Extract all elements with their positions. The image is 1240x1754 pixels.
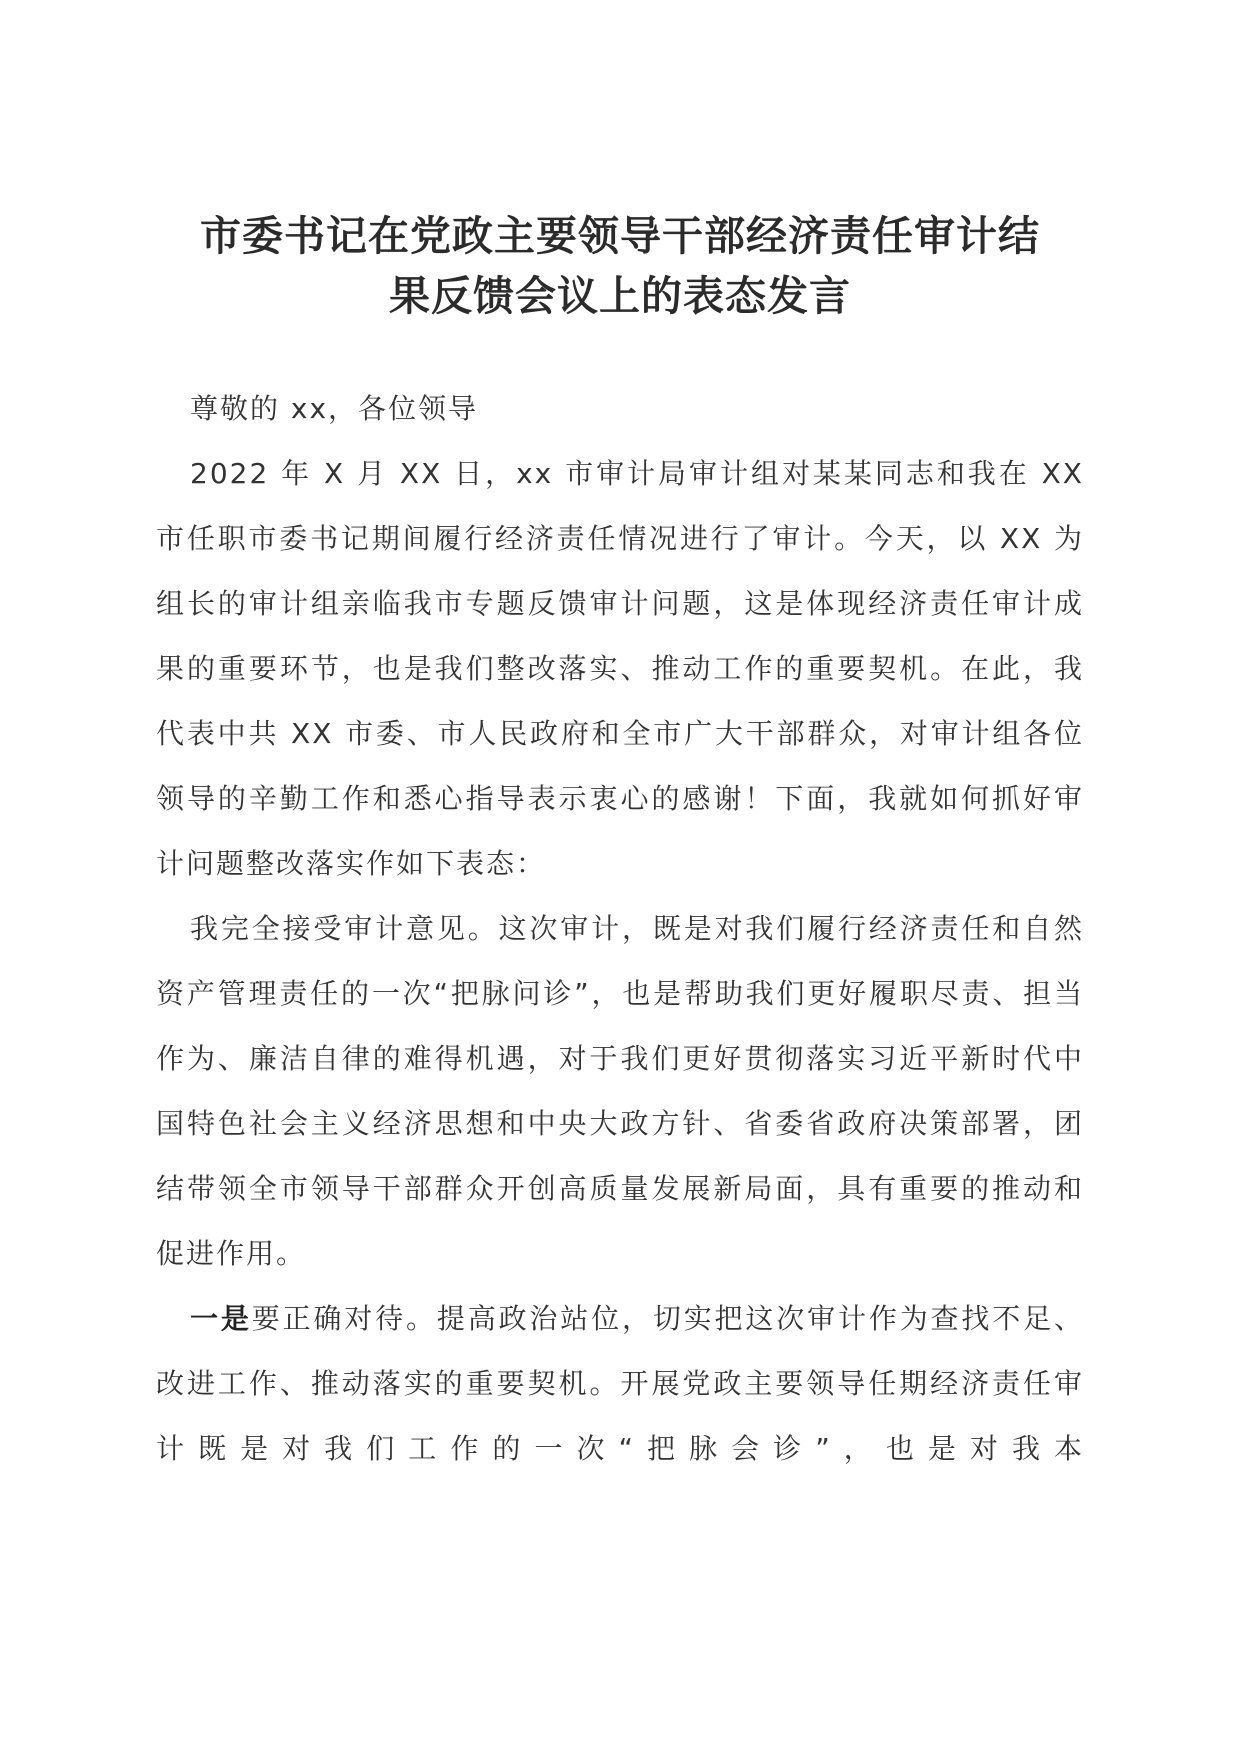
paragraph-intro: 2022 年 X 月 XX 日，xx 市审计局审计组对某某同志和我在 XX 市任职市委书记期间履行经济责任情况进行了审计。今天，以 XX 为组长的审计组亲临我市专题反馈审计问题，这是体现经济责任审计成果的重要环节，也是我们整改落实、推动工作的重要契机。在此，我代表中共 XX 市委、市人民政府和全市广大干部群众，对审计组各位领导的辛勤工作和悉心指导表示衷心的感谢！下面，我就如何抓好审计问题整改落实作如下表态： [156, 457, 1084, 880]
title-line-1: 市委书记在党政主要领导干部经济责任审计结 [200, 212, 1040, 260]
point-one-lead: 一是 [190, 1302, 252, 1335]
paragraph-acceptance: 我完全接受审计意见。这次审计，既是对我们履行经济责任和自然资产管理责任的一次“把脉问诊”，也是帮助我们更好履职尽责、担当作为、廉洁自律的难得机遇，对于我们更好贯彻落实习近平新时代中国特色社会主义经济思想和中央大政方针、省委省政府决策部署，团结带领全市领导干部群众开创高质量发展新局面，具有重要的推动和促进作用。 [156, 912, 1084, 1270]
point-one-text: 要正确对待。提高政治站位，切实把这次审计作为查找不足、改进工作、推动落实的重要契机。开展党政主要领导任期经济责任审计既是对我们工作的一次“把脉会诊”，也是对我本 [156, 1302, 1084, 1465]
paragraph-point-one [156, 1286, 1084, 1481]
document-body [156, 376, 1084, 1481]
document-title [150, 206, 1090, 326]
salutation: 尊敬的 xx，各位领导 [190, 392, 479, 425]
title-line-2: 果反馈会议上的表态发言 [389, 272, 851, 320]
